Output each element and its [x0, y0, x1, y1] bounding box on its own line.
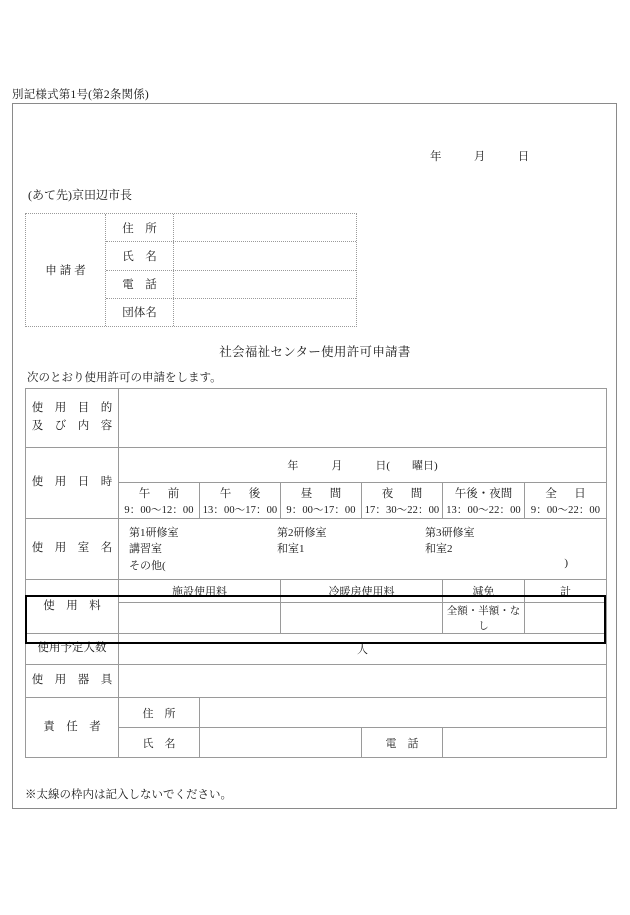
time-slot-morning-name: 午 前: [138, 487, 183, 500]
use-date-header[interactable]: 年 月 日( 曜日): [119, 448, 607, 483]
time-slot-allday-name: 全 日: [545, 487, 589, 500]
time-slot-night[interactable]: [362, 483, 443, 519]
fee-header-facility: 施設使用料: [119, 580, 281, 603]
room-option-other[interactable]: その他(: [129, 559, 166, 572]
rooms-column-2: [277, 525, 425, 575]
room-option-3-1[interactable]: 第3研修室: [425, 526, 475, 539]
responsible-address-label: 住 所: [119, 698, 200, 728]
applicant-box: [25, 213, 357, 327]
date-year-label: 年: [430, 151, 442, 163]
row-fee-header: [26, 580, 607, 603]
equipment-value[interactable]: [119, 665, 607, 698]
time-slot-night-time: 17：30〜22：00: [364, 504, 440, 516]
lead-in-sentence: 次のとおり使用許可の申請をします。: [27, 372, 222, 384]
addressee: (あて先)京田辺市長: [28, 188, 132, 202]
responsible-label: 責 任 者: [26, 698, 119, 758]
footnote: ※太線の枠内は記入しないでください。: [25, 789, 232, 801]
purpose-label: [26, 389, 119, 448]
time-slot-morning[interactable]: [119, 483, 200, 519]
time-slot-afternoon-time: 13：00〜17：00: [202, 504, 278, 516]
purpose-label-line2: 及 び 内 容: [31, 420, 113, 432]
room-option-3-2[interactable]: 和室2: [425, 543, 453, 556]
room-option-1-2[interactable]: 講習室: [129, 543, 162, 556]
application-main-table: [25, 388, 607, 758]
applicant-row-organization: [106, 299, 356, 326]
time-slot-allday-time: 9：00〜22：00: [530, 504, 601, 516]
applicant-fields: [106, 214, 356, 326]
applicant-name-value[interactable]: [174, 242, 356, 269]
fee-header-hvac: 冷暖房使用料: [281, 580, 443, 603]
row-equipment: [26, 665, 607, 698]
responsible-name-value[interactable]: [200, 728, 362, 758]
purpose-value[interactable]: [119, 389, 607, 448]
responsible-name-label: 氏 名: [119, 728, 200, 758]
expected-people-label: 使用予定人数: [26, 634, 119, 665]
form-number: 別記様式第1号(第2条関係): [12, 89, 149, 101]
applicant-row-name: [106, 242, 356, 270]
fee-label: 使 用 料: [26, 580, 119, 634]
purpose-label-line1: 使 用 目 的: [31, 402, 113, 415]
fee-value-facility: [119, 603, 281, 634]
applicant-organization-label: 団体名: [106, 299, 174, 326]
applicant-row-phone: [106, 271, 356, 299]
row-expected-people: [26, 634, 607, 665]
time-slot-allday[interactable]: [525, 483, 607, 519]
time-slot-daytime[interactable]: [281, 483, 362, 519]
rooms-column-3: [425, 525, 573, 575]
row-use-date-header: [26, 448, 607, 483]
fee-value-total: [525, 603, 607, 634]
time-slot-afternoon[interactable]: [200, 483, 281, 519]
fee-value-reduction: 全額・半額・なし: [443, 603, 525, 634]
applicant-label: 申請者: [26, 214, 106, 326]
use-datetime-label: 使 用 日 時: [26, 448, 119, 519]
time-slot-afternoon-night-name: 午後・夜間: [454, 487, 513, 500]
time-slot-afternoon-name: 午 後: [219, 487, 264, 500]
responsible-address-value[interactable]: [200, 698, 607, 728]
applicant-organization-value[interactable]: [174, 299, 356, 326]
rooms-value: [119, 519, 607, 580]
time-slot-afternoon-night-time: 13：00〜22：00: [446, 504, 521, 516]
document-title: 社会福祉センター使用許可申請書: [219, 345, 411, 359]
time-slot-daytime-name: 昼 間: [300, 487, 345, 500]
fee-header-reduction: 減免: [443, 580, 525, 603]
row-rooms: [26, 519, 607, 580]
rooms-label: 使 用 室 名: [26, 519, 119, 580]
time-slot-daytime-time: 9：00〜17：00: [286, 504, 356, 516]
fee-header-total: 計: [525, 580, 607, 603]
responsible-phone-label: 電 話: [362, 728, 443, 758]
responsible-phone-value[interactable]: [443, 728, 607, 758]
time-slot-afternoon-night[interactable]: [443, 483, 525, 519]
applicant-address-value[interactable]: [174, 214, 356, 241]
rooms-grid: [119, 520, 606, 579]
time-slot-morning-time: 9：00〜12：00: [124, 504, 194, 516]
applicant-phone-value[interactable]: [174, 271, 356, 298]
room-other-paren-close: ): [564, 556, 568, 569]
applicant-address-label: 住 所: [106, 214, 174, 241]
date-line: [430, 148, 529, 164]
room-option-1-1[interactable]: 第1研修室: [129, 526, 179, 539]
applicant-phone-label: 電 話: [106, 271, 174, 298]
applicant-row-address: [106, 214, 356, 242]
row-purpose: [26, 389, 607, 448]
rooms-column-1: [129, 525, 277, 575]
row-responsible-address: [26, 698, 607, 728]
date-month-label: 月: [473, 151, 486, 163]
room-option-2-1[interactable]: 第2研修室: [277, 526, 327, 539]
fee-value-hvac: [281, 603, 443, 634]
applicant-name-label: 氏 名: [106, 242, 174, 269]
equipment-label: 使 用 器 具: [26, 665, 119, 698]
date-day-label: 日: [517, 151, 530, 163]
room-option-2-2[interactable]: 和室1: [277, 543, 305, 556]
time-slot-night-name: 夜 間: [381, 487, 426, 500]
expected-people-value[interactable]: 人: [119, 634, 607, 665]
